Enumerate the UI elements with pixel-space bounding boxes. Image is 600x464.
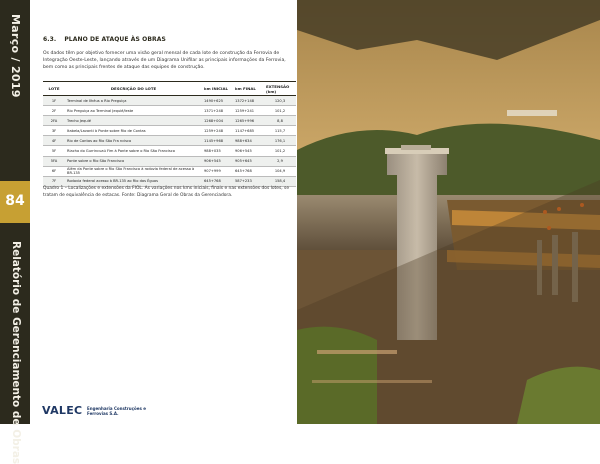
cell-lote: 2FA [43, 116, 65, 126]
cell-km-inicial: 1145+968 [202, 136, 233, 146]
cell-descricao: Riacho do Gurrincuaú Fim à Ponte sobre o Rio São Francisco [65, 146, 202, 156]
cell-km-final: 905+645 [233, 156, 264, 166]
cell-km-inicial: 1490+625 [202, 96, 233, 106]
construction-photo [297, 0, 600, 424]
cell-extensao: 115,7 [264, 126, 296, 136]
table-header-row [43, 82, 296, 96]
cell-lote: 5FA [43, 156, 65, 166]
cell-extensao: 158,4 [264, 176, 296, 186]
cell-lote: 3F [43, 126, 65, 136]
table-row [43, 166, 296, 176]
footer-logo [42, 404, 146, 417]
report-title: Relatório de Gerenciamento de Obras [10, 241, 22, 464]
cell-extensao: 2,9 [264, 156, 296, 166]
intro-paragraph: Os dados têm por objetivo fornecer uma visão geral mensal de cada lote de construção da Ferrovia de Integração Oeste-Leste, lançando através de um Diagrama Unifilar as principais informações da Ferrovia, bem como as principais frentes de ataque das equipes de construção. [43, 51, 286, 71]
cell-descricao: Rodovia federal acesso à BR-135 ao Rio das Éguas [65, 176, 202, 186]
cell-km-inicial: 988+035 [202, 146, 233, 156]
table-row [43, 106, 296, 116]
cell-km-final: 645+768 [233, 166, 264, 176]
cell-km-final: 1259+241 [233, 106, 264, 116]
cell-descricao: Rio de Contas ao Rio São Fra ncisco [65, 136, 202, 146]
cell-km-inicial: 645+768 [202, 176, 233, 186]
cell-km-inicial: 1268+004 [202, 116, 233, 126]
cell-km-inicial: 1371+248 [202, 106, 233, 116]
table-row [43, 136, 296, 146]
cell-km-final: 906+545 [233, 146, 264, 156]
cell-km-final: 988+634 [233, 136, 264, 146]
cell-km-final: 1147+685 [233, 126, 264, 136]
cell-descricao: Trecho Jequié [65, 116, 202, 126]
section-heading [43, 36, 166, 43]
cell-descricao: Terminal de Ilhéus a Rio Preguiça [65, 96, 202, 106]
col-km-inicial: km INICIAL [202, 82, 233, 96]
table-caption: Quadro 1 – Localizações e extensões da FIOL. As variações nos kms iniciais, finais e nas extensões dos lotes, se tratam de equivalência de estacas. Fonte: Diagrama Geral de Obras da Gerenciadora. [43, 186, 290, 198]
cell-descricao: Ponte sobre o Rio São Francisco [65, 156, 202, 166]
cell-extensao: 120,3 [264, 96, 296, 106]
cell-extensao: 8,8 [264, 116, 296, 126]
cell-lote: 4F [43, 136, 65, 146]
col-lote: LOTE [43, 82, 65, 96]
table-row [43, 116, 296, 126]
cell-extensao: 101,2 [264, 106, 296, 116]
cell-descricao: Rio Preguiça ao Terminal Jequié/leste [65, 106, 202, 116]
cell-lote: 2F [43, 106, 65, 116]
lots-table [43, 81, 296, 187]
cell-km-inicial: 907+999 [202, 166, 233, 176]
date-label: Março / 2019 [9, 14, 22, 98]
cell-lote: 6F [43, 166, 65, 176]
table-row [43, 126, 296, 136]
section-number: 6.3. [43, 36, 57, 43]
cell-extensao: 176,1 [264, 136, 296, 146]
table-row [43, 146, 296, 156]
cell-km-inicial: 906+545 [202, 156, 233, 166]
cell-extensao: 104,9 [264, 166, 296, 176]
valec-logo: VALEC [42, 404, 83, 417]
cell-km-inicial: 1259+248 [202, 126, 233, 136]
table-row [43, 156, 296, 166]
cell-km-final: 587+233 [233, 176, 264, 186]
col-extensao: EXTENSÃO (km) [264, 82, 296, 96]
cell-descricao: Itabela/Lavanti à Ponte sobre Rio de Contas [65, 126, 202, 136]
cell-km-final: 1265+996 [233, 116, 264, 126]
content-column [40, 0, 290, 424]
cell-km-final: 1372+148 [233, 96, 264, 106]
cell-extensao: 101,2 [264, 146, 296, 156]
cell-lote: 7F [43, 176, 65, 186]
page-number: 84 [5, 193, 25, 209]
valec-logo-subtitle: Engenharia Construções e Ferrovias S.A. [87, 406, 146, 416]
col-descricao: DESCRIÇÃO DO LOTE [65, 82, 202, 96]
cell-lote: 1F [43, 96, 65, 106]
table-row [43, 96, 296, 106]
col-km-final: km FINAL [233, 82, 264, 96]
cell-descricao: Além da Ponte sobre o Rio São Francisco à rodovia federal de acesso à BR-135 [65, 166, 202, 176]
section-title: PLANO DE ATAQUE ÀS OBRAS [64, 36, 166, 43]
cell-lote: 5F [43, 146, 65, 156]
table-row [43, 176, 296, 186]
sidebar [0, 0, 30, 464]
